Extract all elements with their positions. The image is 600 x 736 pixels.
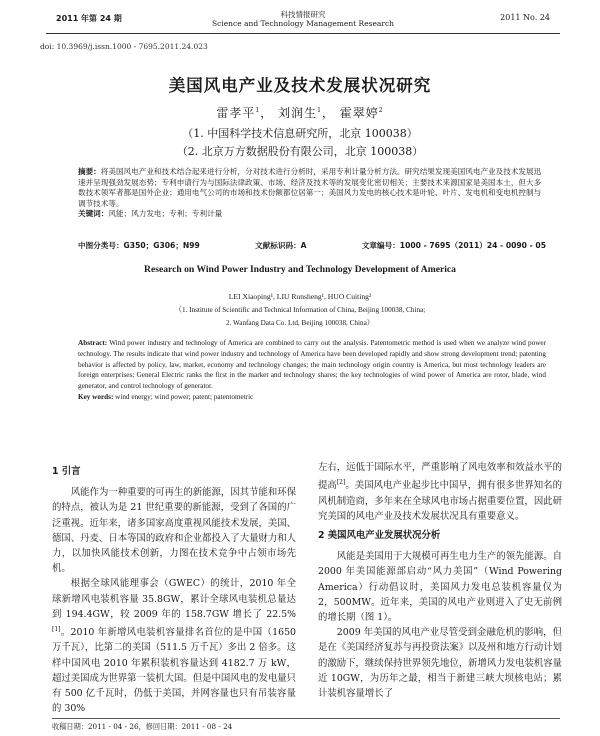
clc-number: 中图分类号：G350；G306；N99 (78, 241, 200, 250)
author-2-sup: 1 (317, 107, 322, 114)
authors-cn: 雷孝平$^1$， 刘润生$^1$， 霍翠婷$^2$ (216, 106, 384, 120)
keywords-en-label: Key words: (78, 392, 114, 401)
author-1-sup: 1 (255, 107, 261, 114)
affiliation-en-1: （1. Institute of Scientific and Technical Information of China, Beijing 100038, China; (174, 306, 426, 314)
continued-paragraph (318, 460, 562, 524)
cont-text-a: 左右，远低于国际水平，严重影响了风电效率和效益水平的提高 (318, 462, 562, 492)
section-1-paragraph-1: 风能作为一种重要的可再生的新能源，因其节能和环保的特点，被认为是 21 世纪重要的新能源，受到了各国的广泛重视。近年来，诸多国家高度重视风能技术发展，美国、德国、丹麦、日本等国的政府和企业都投入了大量财力和人力，以加快风能技术创新，力图在技术竞争中占领市场先机。 (52, 487, 296, 575)
received-date-footer: 收稿日期：2011 - 04 - 26，修回日期：2011 - 08 - 24 (52, 718, 560, 732)
affiliation-en-2: 2. Wanfang Data Co. Ltd, Beijing 100038, China） (225, 319, 374, 327)
keywords-cn-label: 关键词： (78, 209, 109, 219)
body-column-right (318, 460, 562, 701)
abstract-en-text: Wind power industry and technology of America are combined to carry out the analysis. Patentometric method is used when we analyze wind power technology. The results indicate that wind power industry and technology of America have been developed rapidly and show strong development trend; patenting behavior is affected by policy, law, market, economy and technology changes; the main technology origin country is America, but most technology leaders are foreign enterprises; General Electric ranks the first in the market and technology shares; the key technologies of wind power of America are rotor, blade, wind generator, and control technology of generator. (78, 339, 546, 391)
article-id: 文章编号：1000 - 7695（2011）24 - 0090 - 05 (361, 241, 546, 250)
journal-name-en: Science and Technology Management Research (211, 19, 395, 28)
section-2-paragraph-2: 2009 年美国的风电产业尽管受到金融危机的影响，但是在《美国经济复苏与再投资法案》以及州和地方行动计划的激励下，继续保持世界领先地位，新增风力发电装机容量近 10GW，为历年之最，相当于新建三峡大坝核电站；累计装机容量增长了 (318, 627, 562, 699)
running-head (46, 10, 560, 34)
classification-row (78, 240, 546, 251)
abstract-en (78, 338, 546, 403)
issue-label-en: 2011 No. 24 (500, 13, 550, 22)
issue-label: 2011 年第 24 期 (56, 14, 122, 23)
author-3: 霍翠婷 (339, 106, 379, 120)
document-code: 文献标识码：A (255, 241, 307, 250)
keywords-en: wind energy; wind power; patent; patentometric (115, 392, 254, 401)
abstract-cn-text: 将美国风电产业和技术结合起来进行分析，分对技术进行分析时，采用专利计量分析方法。研究结果发现美国风电产业及技术发展迅速并呈现强劲发展态势；专利申请行为与国际法律政策、市场、经济及技术等的发展变化密切相关；主要技术来源国家是美国本土，但大多数技术领军者都是国外企业；通用电气公司的市场和技术份额都位居第一；美国风力发电的核心技术是叶轮、叶片、发电机和变电机控制与调节技术等。 (78, 167, 542, 208)
affiliation-cn-2: （2. 北京万方数据股份有限公司，北京 100038） (176, 145, 424, 158)
section-1-paragraph-2 (52, 576, 296, 716)
para-2-text-a: 根据全球风能理事会（GWEC）的统计，2010 年全球新增风电装机容量 35.8GW，累计全球风电装机总量达到 194.4GW，较 2009 年的 158.7GW 增长了 22.5% (52, 578, 296, 620)
keywords-cn: 风能；风力发电；专利；专利计量 (108, 209, 223, 219)
paper-title-cn: 美国风电产业及技术发展状况研究 (168, 76, 432, 95)
journal-name (46, 10, 560, 28)
abstract-cn-label: 摘要： (78, 167, 101, 176)
section-2-heading: 2 美国风电产业发展状况分析 (318, 529, 441, 541)
abstract-en-label: Abstract: (78, 339, 108, 347)
para-2-text-b: 。2010 年新增风电装机容量排名首位的是中国（1650 万千瓦），比第二的美国（511.5 万千瓦）多出 2 倍多。这样中国风电 2010 年累积装机容量达到 4182.7 万 kW，超过美国成为世界第一装机大国。但是中国风电的发电量只有 500 亿千瓦时，仍低于美国，并网容量也只有吊装容量的 30% (52, 627, 296, 715)
authors-en: LEI Xiaoping¹, LIU Runsheng¹, HUO Cuiting² (228, 292, 372, 301)
paper-title-en: Research on Wind Power Industry and Technology Development of America (144, 264, 456, 275)
body-column-left (52, 460, 296, 716)
citation-1: [1] (52, 626, 61, 634)
author-2: 刘润生 (278, 106, 318, 120)
abstract-cn (78, 167, 546, 220)
doi: doi: 10.3969/j.issn.1000 - 7695.2011.24.023 (40, 42, 208, 51)
author-1: 雷孝平 (216, 106, 256, 120)
affiliation-cn-1: （1. 中国科学技术信息研究所，北京 100038） (182, 127, 418, 140)
citation-2: [2] (336, 479, 346, 487)
cont-text-b: 。美国风电产业起步比中国早，拥有很多世界知名的风机制造商，多年来在全球风电市场占据重要位置，因此研究美国的风电产业及技术发展状况具有重要意义。 (318, 480, 562, 522)
journal-name-cn: 科技情报研究 (280, 10, 326, 19)
author-3-sup: 2 (378, 107, 384, 114)
section-2-paragraph-1: 风能是美国用于大规模可再生电力生产的领先能源。自 2000 年美国能源部启动“风力美国”（Wind Powering America）行动倡议时，美国风力发电总装机容量仅为 2，500MW。近年来，美国的风电产业则进入了史无前例的增长期（图 1）。 (318, 551, 562, 623)
section-1-heading: 1 引言 (52, 466, 81, 477)
